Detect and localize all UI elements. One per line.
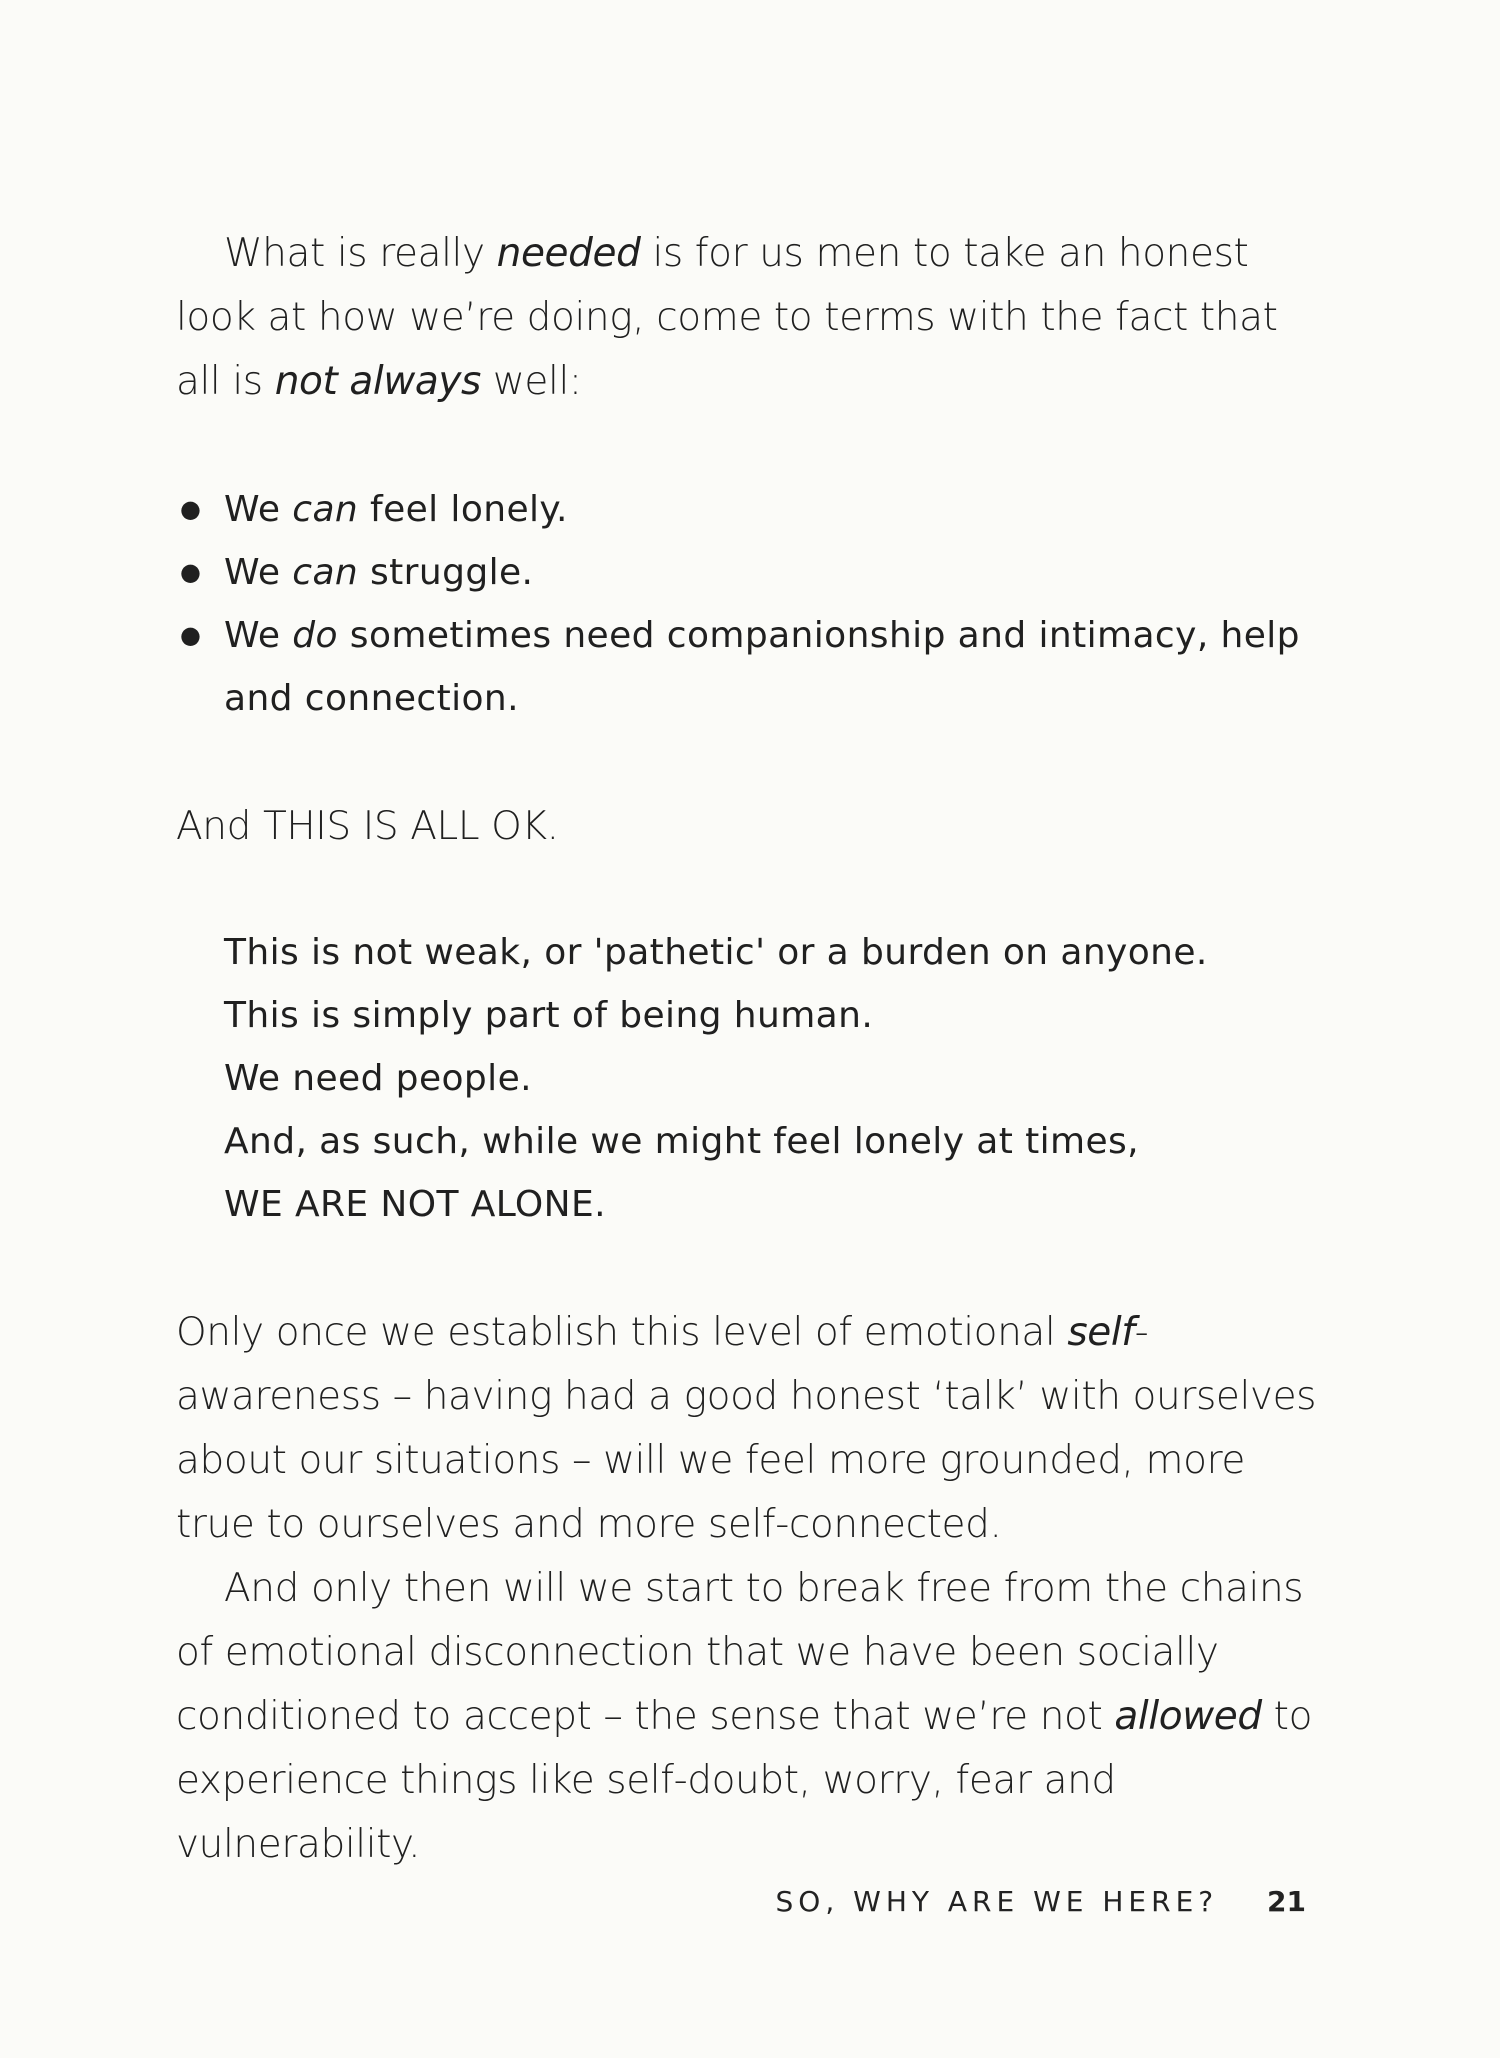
verse-line: WE ARE NOT ALONE. [224,1184,606,1225]
self-awareness-text-1: Only once we establish this level of emotional [176,1310,1068,1355]
verse-line: This is not weak, or 'pathetic' or a burden on anyone. [224,932,1208,973]
verse-line: This is simply part of being human. [224,995,874,1036]
bullet-text-pre: We [224,615,293,656]
bullet-text-post: feel lonely. [358,489,568,530]
break-free-text-1: And only then will we start to break free from the chains of emotional disconnection that we have been socially conditioned to accept – the sense that we’re not [176,1566,1304,1739]
bullet-item [176,541,1326,604]
bullet-text-post: struggle. [358,552,534,593]
page-number: 21 [1267,1885,1306,1918]
self-awareness-text-2: -awareness – having had a good honest ‘talk’ with ourselves about our situations – will we feel more grounded, more true to ourselves and more self-connected. [176,1310,1317,1547]
self-emphasis: self [1067,1310,1135,1355]
bullet-text-pre: We [224,489,293,530]
bullet-emphasis: can [292,552,359,593]
intro-emphasis-needed: needed [496,231,641,276]
bullet-list [176,478,1326,730]
bullet-dot-icon: ● [180,558,202,586]
page-footer [760,1882,1306,1922]
bullet-emphasis: do [292,615,338,656]
bullet-text-post: sometimes need companionship and intimacy, help and connection. [224,615,1300,719]
statement-paragraph [176,795,1326,859]
intro-emphasis-not-always: not always [274,359,481,404]
bullet-dot-icon: ● [180,621,202,649]
verse-line: We need people. [224,1058,532,1099]
bullet-text-pre: We [224,552,293,593]
intro-text-1: What is really [224,231,497,276]
intro-text-2: is for us men to take an honest look at how we’re doing, come to terms with the fact that all is [176,231,1278,404]
allowed-emphasis: allowed [1114,1694,1262,1739]
verse-line: And, as such, while we might feel lonely at times, [224,1121,1140,1162]
bullet-item [176,478,1326,541]
intro-text-3: well: [480,359,582,404]
bullet-dot-icon: ● [180,495,202,523]
bullet-item [176,604,1326,730]
intro-paragraph [176,222,1326,414]
break-free-text-2: to experience things like self-doubt, worry, fear and vulnerability. [176,1694,1313,1867]
statement-text: And THIS IS ALL OK. [176,804,559,849]
running-head: SO, WHY ARE WE HERE? [775,1885,1219,1918]
verse-block [224,921,1324,1236]
self-awareness-paragraph [176,1301,1326,1877]
bullet-emphasis: can [292,489,359,530]
